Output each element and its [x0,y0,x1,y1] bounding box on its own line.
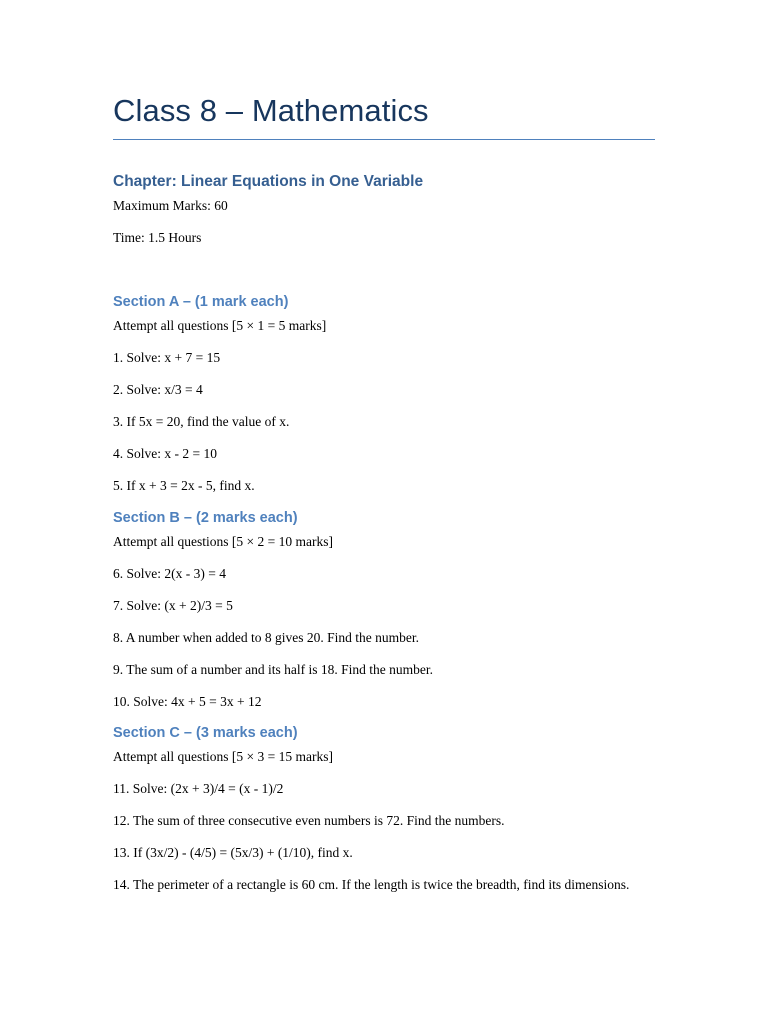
section-c-heading: Section C – (3 marks each) [113,725,298,741]
question-item: 14. The perimeter of a rectangle is 60 cm. If the length is twice the breadth, find its dimensions. [113,877,630,892]
max-marks-text: Maximum Marks: 60 [113,198,228,213]
question-item: 1. Solve: x + 7 = 15 [113,350,221,365]
question-item: 12. The sum of three consecutive even numbers is 72. Find the numbers. [113,813,505,828]
section-a-instruction: Attempt all questions [5 × 1 = 5 marks] [113,318,327,333]
question-item: 8. A number when added to 8 gives 20. Find the number. [113,630,419,645]
question-item: 9. The sum of a number and its half is 18. Find the number. [113,662,433,677]
question-item: 7. Solve: (x + 2)/3 = 5 [113,598,233,613]
title-underline [113,139,655,140]
question-item: 2. Solve: x/3 = 4 [113,382,203,397]
question-item: 13. If (3x/2) - (4/5) = (5x/3) + (1/10), find x. [113,845,353,860]
question-item: 10. Solve: 4x + 5 = 3x + 12 [113,694,262,709]
time-text: Time: 1.5 Hours [113,230,202,245]
question-item: 11. Solve: (2x + 3)/4 = (x - 1)/2 [113,781,284,796]
section-a-heading: Section A – (1 mark each) [113,294,289,310]
document-title: Class 8 – Mathematics [113,93,429,128]
question-item: 4. Solve: x - 2 = 10 [113,446,217,461]
question-item: 6. Solve: 2(x - 3) = 4 [113,566,226,581]
question-item: 5. If x + 3 = 2x - 5, find x. [113,478,255,493]
section-c-instruction: Attempt all questions [5 × 3 = 15 marks] [113,749,333,764]
chapter-heading: Chapter: Linear Equations in One Variable [113,173,424,190]
section-b-heading: Section B – (2 marks each) [113,510,298,526]
question-item: 3. If 5x = 20, find the value of x. [113,414,290,429]
section-b-instruction: Attempt all questions [5 × 2 = 10 marks] [113,534,333,549]
